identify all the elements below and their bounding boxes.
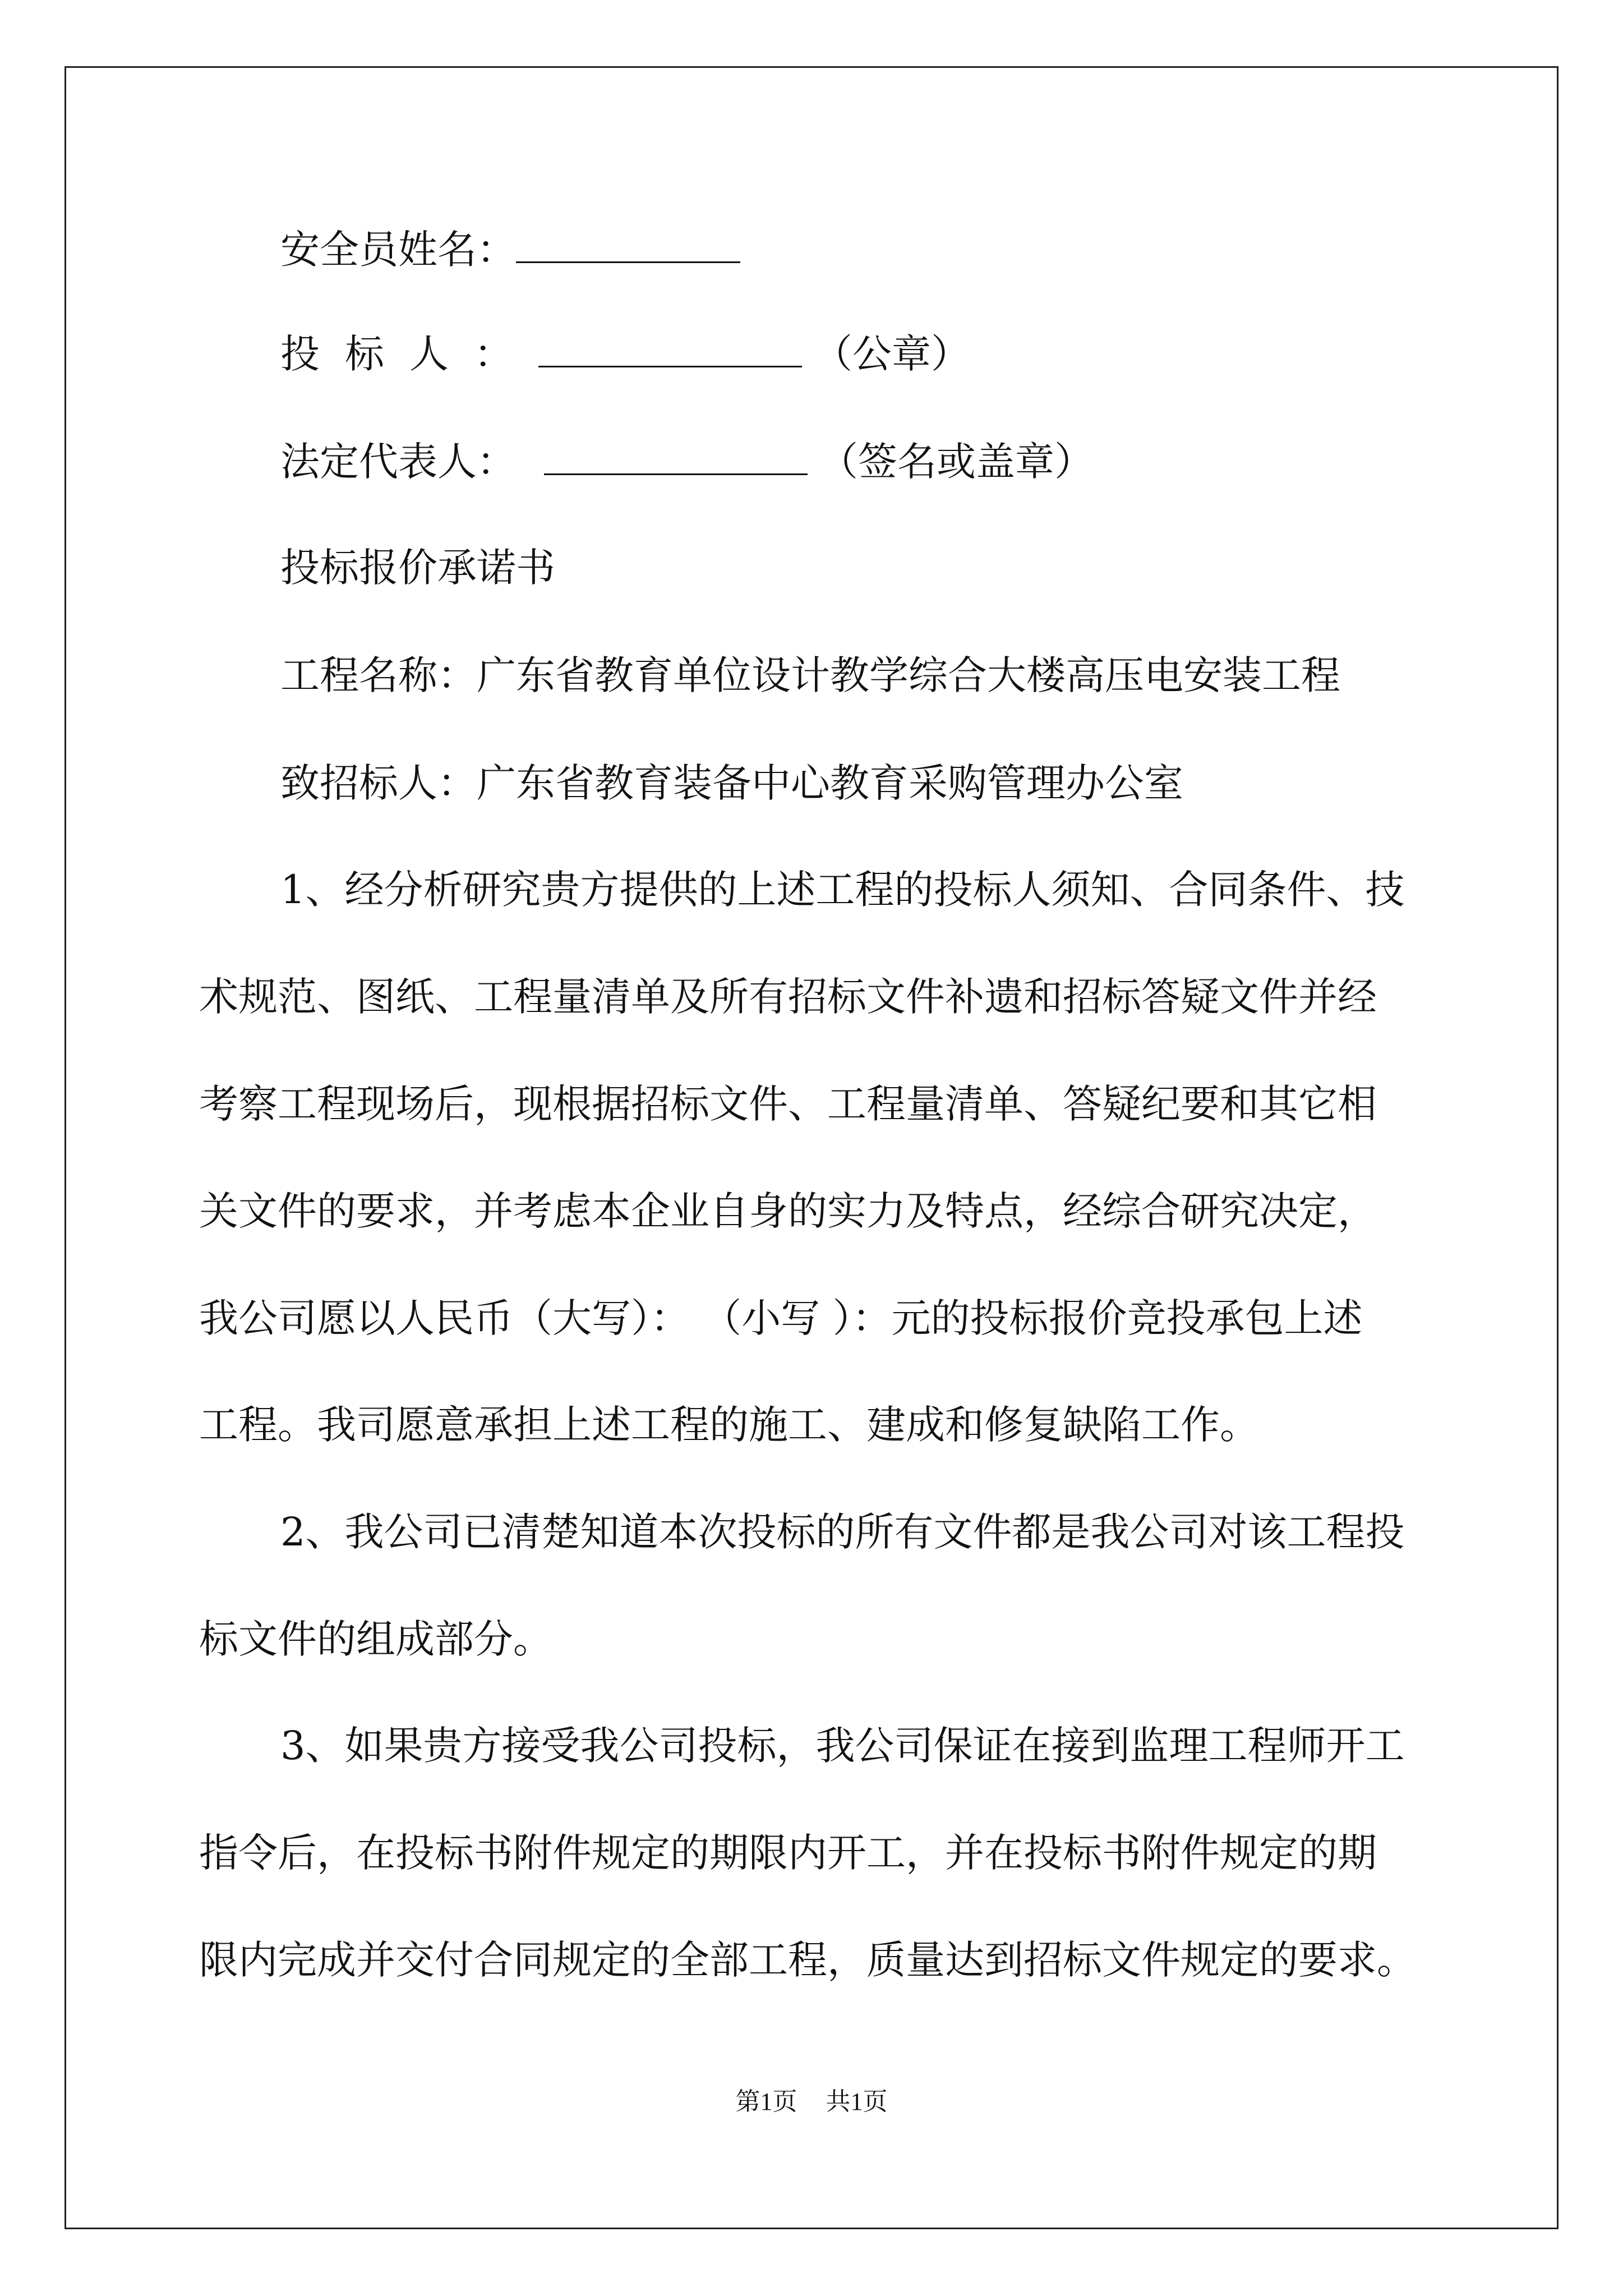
paragraph-1-line-6: 工程。我司愿意承担上述工程的施工、建成和修复缺陷工作。 (199, 1402, 1259, 1448)
legal-rep-blank[interactable] (544, 439, 808, 475)
paragraph-2-line-1: 2、我公司已清楚知道本次投标的所有文件都是我公司对该工程投 (280, 1509, 1405, 1555)
safety-officer-blank[interactable] (516, 227, 740, 263)
paragraph-1-line-3: 考察工程现场后，现根据招标文件、工程量清单、答疑纪要和其它相 (199, 1081, 1377, 1127)
paragraph-3-line-3: 限内完成并交付合同规定的全部工程，质量达到招标文件规定的要求。 (199, 1937, 1416, 1983)
page-footer (0, 2081, 1623, 2117)
addressee-line: 致招标人：广东省教育装备中心教育采购管理办公室 (280, 760, 1183, 806)
project-name-line: 工程名称：广东省教育单位设计教学综合大楼高压电安装工程 (280, 652, 1340, 698)
paragraph-1-line-1: 1、经分析研究贵方提供的上述工程的投标人须知、合同条件、技 (280, 867, 1405, 913)
paragraph-2-line-2: 标文件的组成部分。 (199, 1616, 552, 1662)
paragraph-1-line-5: 我公司愿以人民币（大写）： （小写 ）：元的投标报价竞投承包上述 (199, 1295, 1363, 1341)
safety-officer-label: 安全员姓名： (280, 227, 516, 273)
document-heading: 投标报价承诺书 (280, 545, 555, 591)
paragraph-1-line-2: 术规范、图纸、工程量清单及所有招标文件补遗和招标答疑文件并经 (199, 974, 1377, 1020)
bidder-blank[interactable] (538, 331, 802, 367)
page-total: 共1页 (826, 2088, 888, 2115)
page-border (64, 66, 1559, 2229)
legal-rep-label: 法定代表人： (280, 439, 516, 485)
legal-rep-field (280, 439, 1094, 484)
legal-rep-sign-note: （签名或盖章） (819, 439, 1094, 485)
bidder-seal-note: （公章） (813, 331, 970, 377)
paragraph-3-line-1: 3、如果贵方接受我公司投标，我公司保证在接到监理工程师开工 (280, 1723, 1405, 1769)
bidder-field (280, 331, 970, 376)
page-number: 第1页 (735, 2088, 797, 2115)
paragraph-3-line-2: 指令后，在投标书附件规定的期限内开工，并在投标书附件规定的期 (199, 1830, 1377, 1876)
bidder-label: 投标人： (280, 331, 538, 377)
safety-officer-field (280, 227, 740, 272)
paragraph-1-line-4: 关文件的要求，并考虑本企业自身的实力及特点，经综合研究决定， (199, 1188, 1377, 1234)
